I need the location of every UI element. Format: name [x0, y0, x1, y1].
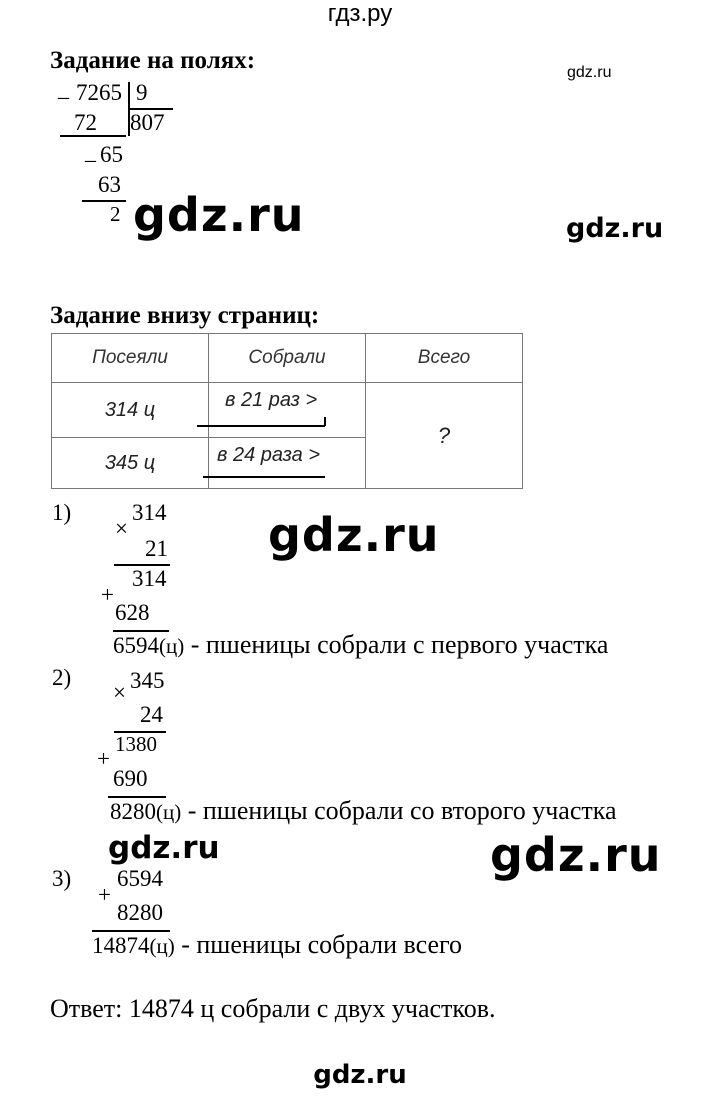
- collected-text: в 24 раза >: [217, 444, 321, 466]
- collected-text: в 21 раз >: [225, 389, 318, 411]
- plus-sign: +: [97, 746, 110, 771]
- factor-a: 345: [130, 668, 165, 693]
- op-sign: ×: [113, 680, 126, 705]
- watermark-footer: gdz.ru: [313, 1060, 407, 1090]
- bottom-task-title: Задание внизу страниц:: [50, 302, 320, 329]
- collected-cell: [209, 383, 366, 438]
- watermark: gdz.ru: [490, 828, 662, 882]
- arrow-line: [197, 425, 325, 427]
- partial-2: 628: [115, 600, 150, 625]
- unit: (ц): [149, 934, 175, 958]
- table-header: Собрали: [209, 334, 366, 383]
- answer: Ответ: 14874 ц собрали с двух участков.: [50, 994, 496, 1023]
- result-row: [110, 796, 617, 826]
- watermark: gdz.ru: [268, 508, 440, 562]
- step2-subtrahend: 63: [98, 172, 121, 197]
- condition-table: [51, 333, 523, 489]
- step-label: 3): [52, 866, 72, 891]
- quotient: 807: [130, 110, 165, 135]
- site-header: гдз.ру: [327, 0, 393, 27]
- result: 14874: [92, 933, 150, 958]
- factor-b: 24: [140, 702, 163, 727]
- watermark: gdz.ru: [566, 213, 664, 244]
- step1-subtrahend: 72: [74, 110, 97, 135]
- partial-2: 690: [113, 766, 148, 791]
- result-row: [113, 630, 608, 660]
- step2-remainder: 65: [100, 142, 123, 167]
- plus-sign: +: [98, 882, 111, 907]
- step1-line: [60, 135, 126, 137]
- partial-1: 1380: [115, 732, 157, 756]
- factor-b: 21: [145, 536, 168, 561]
- result-text: - пшеницы собрали со второго участка: [181, 796, 617, 825]
- factor-a: 314: [132, 500, 167, 525]
- result-text: - пшеницы собрали с первого участка: [184, 630, 609, 659]
- watermark: gdz.ru: [108, 830, 220, 866]
- unit: (ц): [156, 800, 182, 824]
- divisor: 9: [136, 80, 148, 105]
- step-label: 1): [52, 500, 72, 525]
- plus-sign: +: [101, 582, 114, 607]
- watermark: gdz.ru: [133, 188, 305, 242]
- total-cell: ?: [366, 383, 523, 489]
- result-text: - пшеницы собрали всего: [174, 930, 463, 959]
- minus-sign: _: [58, 76, 69, 101]
- partial-1: 314: [132, 566, 167, 591]
- arrow-line: [203, 476, 325, 478]
- result-row: [92, 930, 462, 960]
- watermark: gdz.ru: [567, 64, 612, 81]
- arrow-tick: [324, 417, 326, 426]
- result: 8280: [110, 799, 156, 824]
- remainder: 2: [110, 202, 121, 226]
- result: 6594: [113, 633, 159, 658]
- planted-cell: 314 ц: [52, 383, 209, 438]
- margin-task-title: Задание на полях:: [50, 47, 256, 74]
- table-header: Всего: [366, 334, 523, 383]
- step-label: 2): [52, 665, 72, 690]
- op-sign: ×: [115, 516, 128, 541]
- unit: (ц): [159, 634, 185, 658]
- table-header: Посеяли: [52, 334, 209, 383]
- summand-a: 6594: [117, 866, 163, 891]
- minus-sign-2: _: [85, 139, 96, 164]
- collected-cell: [209, 438, 366, 489]
- planted-cell: 345 ц: [52, 438, 209, 489]
- summand-b: 8280: [117, 900, 163, 925]
- dividend: 7265: [76, 80, 122, 105]
